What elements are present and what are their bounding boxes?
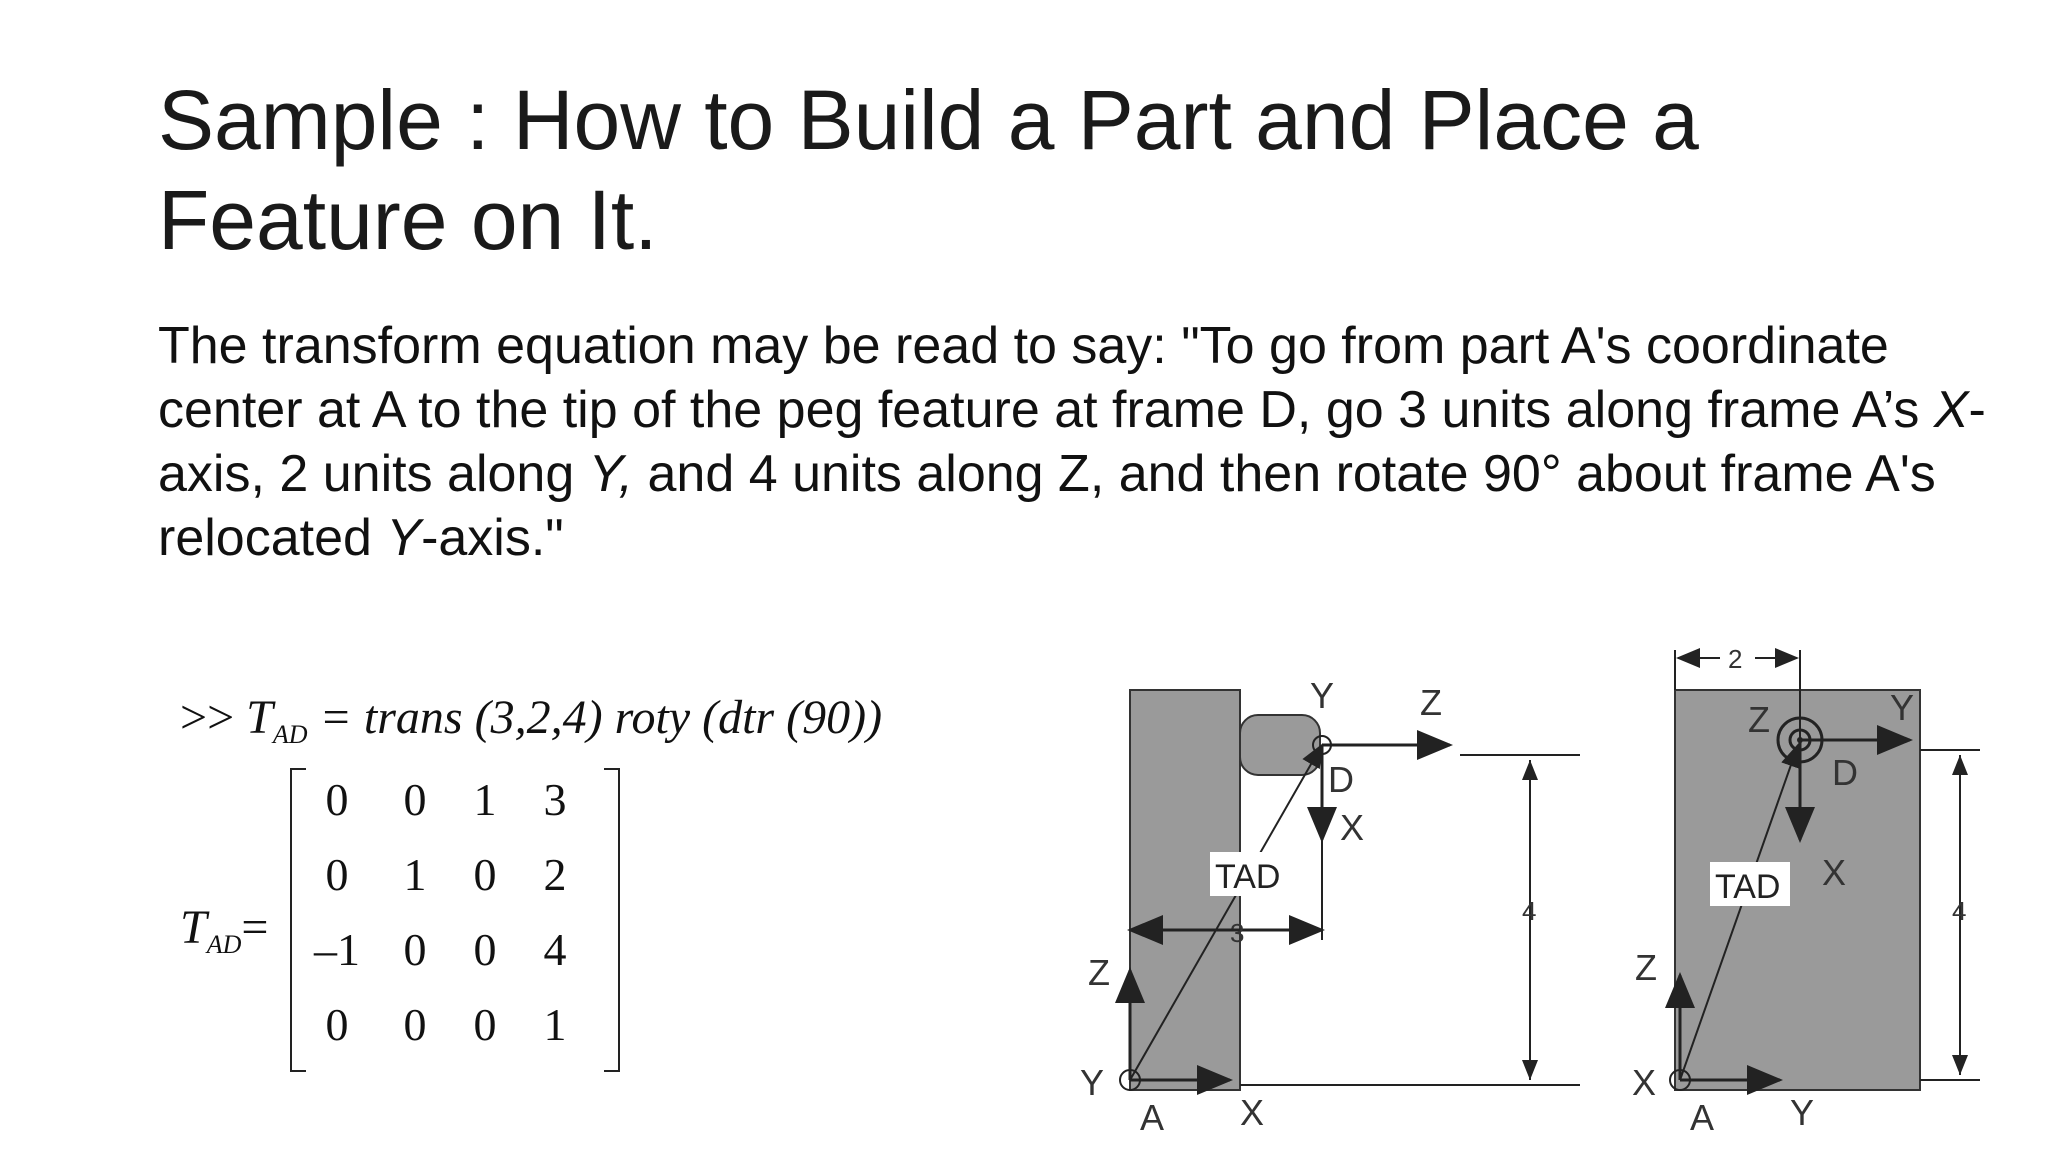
label-a-front: A [1690,1097,1715,1138]
dim-4-arrow-bottom [1522,1060,1538,1080]
dim-4-label: 4 [1522,896,1537,926]
rhs-expression: = trans (3,2,4) roty (dtr (90)) [319,691,883,744]
matrix-cell: 0 [325,849,349,900]
dim-4-arrow-bottom-front [1952,1055,1968,1075]
matrix-cell: 0 [403,924,427,975]
paragraph-italic-2: Y, [588,445,634,503]
label-a: A [1140,1097,1165,1138]
matrix-cell: 3 [543,774,567,825]
tad-label-front: TAD [1715,868,1781,906]
matrix-label-equals: = [241,901,269,954]
label-z-left: Z [1088,952,1110,993]
matrix-label-subscript: AD [206,930,242,959]
matrix-cell: 0 [325,774,349,825]
dim-4-arrow-top [1522,760,1538,780]
label-x-down: X [1340,807,1365,848]
label-y-top: Y [1310,675,1335,716]
matrix-right-bracket [604,768,620,1072]
paragraph-part-2: -axis, 2 units along [158,381,1986,503]
label-y-top-front: Y [1890,687,1915,728]
matrix-cell: 0 [473,849,497,900]
paragraph-part-3: and 4 units along Z, and then rotate 90° about frame A's relocated [158,445,1936,567]
matrix-cell: –1 [314,924,360,975]
matrix-cell: 1 [403,849,427,900]
peg-feature [1240,715,1320,775]
lhs-symbol: T [246,691,273,744]
slide-title: Sample : How to Build a Part and Place a Feature on It. [158,73,1699,267]
transform-equation [180,690,940,1120]
paragraph-part-4: -axis." [421,509,564,567]
dim-4-label-front: 4 [1952,896,1967,926]
matrix-cell: 0 [403,999,427,1050]
matrix-cell: 1 [543,999,567,1050]
paragraph-italic-3: Y [386,509,422,567]
part-and-peg-diagram [1060,640,2020,1140]
label-x-front: X [1822,852,1847,893]
label-d-front: D [1832,752,1858,793]
matrix-cell: 1 [473,774,497,825]
right-view [1632,644,1980,1138]
label-y-origin-front: Y [1790,1092,1815,1133]
prompt: >> [180,691,235,744]
matrix-cell: 2 [543,849,567,900]
matrix-cell: 0 [473,999,497,1050]
matrix-cell: 4 [543,924,567,975]
lhs-subscript: AD [272,720,308,749]
body-paragraph [158,314,1998,570]
matrix-label-symbol: T [180,901,207,954]
tad-label: TAD [1215,858,1281,896]
label-y-origin: Y [1080,1062,1105,1103]
label-x-origin-front: X [1632,1062,1657,1103]
label-z-top: Z [1420,682,1442,723]
matrix-cell: 0 [473,924,497,975]
transform-matrix [290,768,620,1073]
matrix-label [180,900,268,960]
dim-3-label: 3 [1230,918,1245,948]
paragraph-italic-1: X [1933,381,1969,439]
paragraph-part-1: The transform equation may be read to say: "To go from part A's coordinate center at A to the tip of the peg feature at frame D, go 3 units along frame A’s [158,317,1934,439]
matrix-cell: 0 [325,999,349,1050]
matrix-cell: 0 [403,774,427,825]
dim-4-arrow-top-front [1952,755,1968,775]
label-x-origin: X [1240,1092,1265,1133]
label-d: D [1328,759,1354,800]
label-z-top-front: Z [1748,699,1770,740]
dim-2-label: 2 [1728,644,1743,674]
matlab-command-line [180,690,882,750]
label-z-left-front: Z [1635,947,1657,988]
left-view [1080,675,1580,1138]
